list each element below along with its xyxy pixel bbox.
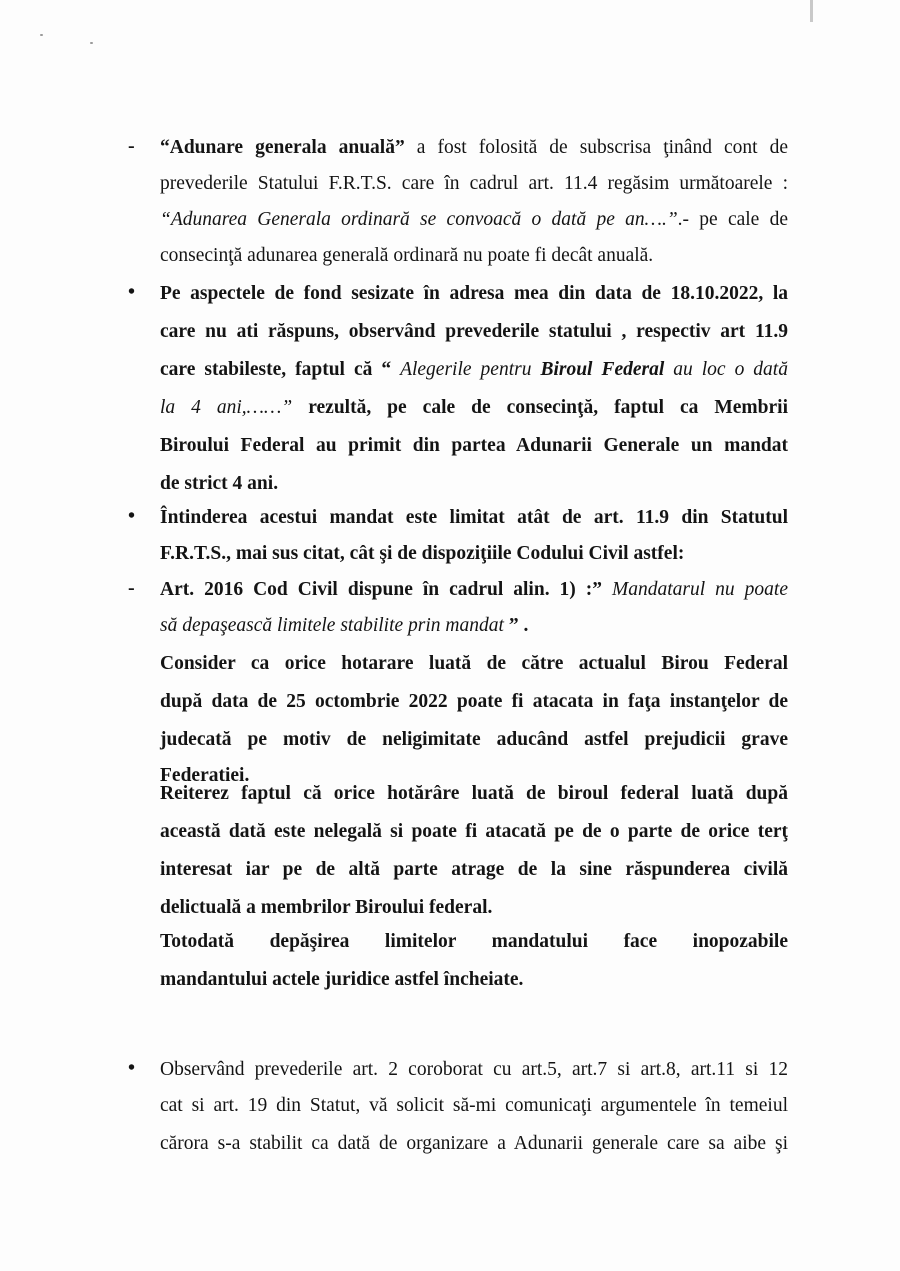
text-line: [160, 170, 788, 198]
scan-speck: [40, 34, 43, 36]
bullet-marker: •: [128, 281, 136, 303]
text-line: [160, 206, 788, 234]
text-line: [160, 540, 788, 568]
text-line: [160, 504, 788, 532]
scan-speck: [90, 42, 93, 44]
text-line: [160, 894, 788, 922]
text-line: [160, 394, 788, 422]
text-run: Mandatarul nu poate: [602, 579, 788, 600]
text-run: judecată pe motiv de neligimitate aducând astfel prejudicii grave: [160, 729, 788, 750]
text-run: Reiterez faptul că orice hotărâre luată de biroul federal luată după: [160, 783, 788, 804]
text-line: [160, 780, 788, 808]
text-line: [160, 576, 788, 604]
text-run: să depaşească limitele stabilite prin mandat: [160, 615, 504, 636]
text-run: consecinţă adunarea generală ordinară nu poate fi decât anuală.: [160, 245, 654, 266]
text-run: “Adunarea Generala ordinară se convoacă o dată pe an….”: [160, 209, 678, 230]
text-run: ” .: [503, 615, 529, 636]
text-run: rezultă, pe cale de consecinţă, faptul ca Membrii: [292, 397, 788, 418]
text-line: [160, 726, 788, 754]
text-run: a fost folosită de subscrisa ţinând cont de: [404, 137, 788, 158]
text-line: [160, 928, 788, 956]
text-line: [160, 318, 788, 346]
text-line: [160, 242, 788, 270]
text-line: [160, 818, 788, 846]
text-line: [160, 966, 788, 994]
text-run: Consider ca orice hotarare luată de către actualul Birou Federal: [160, 653, 788, 674]
text-line: [160, 688, 788, 716]
bullet-marker: •: [128, 505, 136, 527]
text-run: Totodată depăşirea limitelor mandatului face inopozabile: [160, 931, 788, 952]
text-run: delictuală a membrilor Biroului federal.: [160, 897, 493, 918]
text-run: prevederile Statului F.R.T.S. care în cadrul art. 11.4 regăsim următoarele :: [160, 173, 788, 194]
text-line: [160, 356, 788, 384]
text-run: Biroului Federal au primit din partea Adunarii Generale un mandat: [160, 435, 788, 456]
text-run: Pe aspectele de fond sesizate în adresa mea din data de 18.10.2022, la: [160, 283, 788, 304]
text-line: [160, 470, 788, 498]
text-run: această dată este nelegală si poate fi atacată pe de o parte de orice terţ: [160, 821, 788, 842]
text-line: [160, 856, 788, 884]
text-run: interesat iar pe de altă parte atrage de la sine răspunderea civilă: [160, 859, 788, 880]
text-run: Federatiei.: [160, 765, 250, 786]
text-line: [160, 650, 788, 678]
text-run: la 4 ani,……”: [160, 397, 293, 418]
text-line: [160, 1092, 788, 1120]
text-run: după data de 25 octombrie 2022 poate fi atacata in faţa instanţelor de: [160, 691, 788, 712]
text-run: “Adunare generala anuală”: [160, 137, 405, 158]
text-run: cat si art. 19 din Statut, vă solicit să-mi comunicaţi argumentele în temeiul: [160, 1095, 788, 1116]
text-run: au loc o dată: [664, 359, 788, 380]
text-run: Alegerile pentru: [400, 359, 541, 380]
text-line: [160, 432, 788, 460]
text-run: de strict 4 ani.: [160, 473, 279, 494]
bullet-marker: •: [128, 1057, 136, 1079]
text-line: [160, 280, 788, 308]
text-run: care stabileste, faptul că “: [160, 359, 401, 380]
text-run: Biroul Federal: [540, 359, 665, 380]
dash-marker: -: [128, 135, 135, 157]
dash-marker: -: [128, 577, 135, 599]
text-run: Întinderea acestui mandat este limitat atât de art. 11.9 din Statutul: [160, 507, 788, 528]
text-run: mandantului actele juridice astfel încheiate.: [160, 969, 524, 990]
text-line: [160, 134, 788, 162]
text-run: .- pe cale de: [677, 209, 788, 230]
text-run: cărora s-a stabilit ca dată de organizare a Adunarii generale care sa aibe şi: [160, 1133, 788, 1154]
text-run: F.R.T.S., mai sus citat, cât şi de dispoziţiile Codului Civil astfel:: [160, 543, 685, 564]
scan-edge-mark: [810, 0, 813, 22]
text-run: Observând prevederile art. 2 coroborat cu art.5, art.7 si art.8, art.11 si 12: [160, 1059, 788, 1080]
text-line: [160, 1056, 788, 1084]
text-run: care nu ati răspuns, observând prevederile statului , respectiv art 11.9: [160, 321, 788, 342]
text-line: [160, 612, 788, 640]
text-line: [160, 1130, 788, 1158]
text-run: Art. 2016 Cod Civil dispune în cadrul alin. 1) :”: [160, 579, 603, 600]
